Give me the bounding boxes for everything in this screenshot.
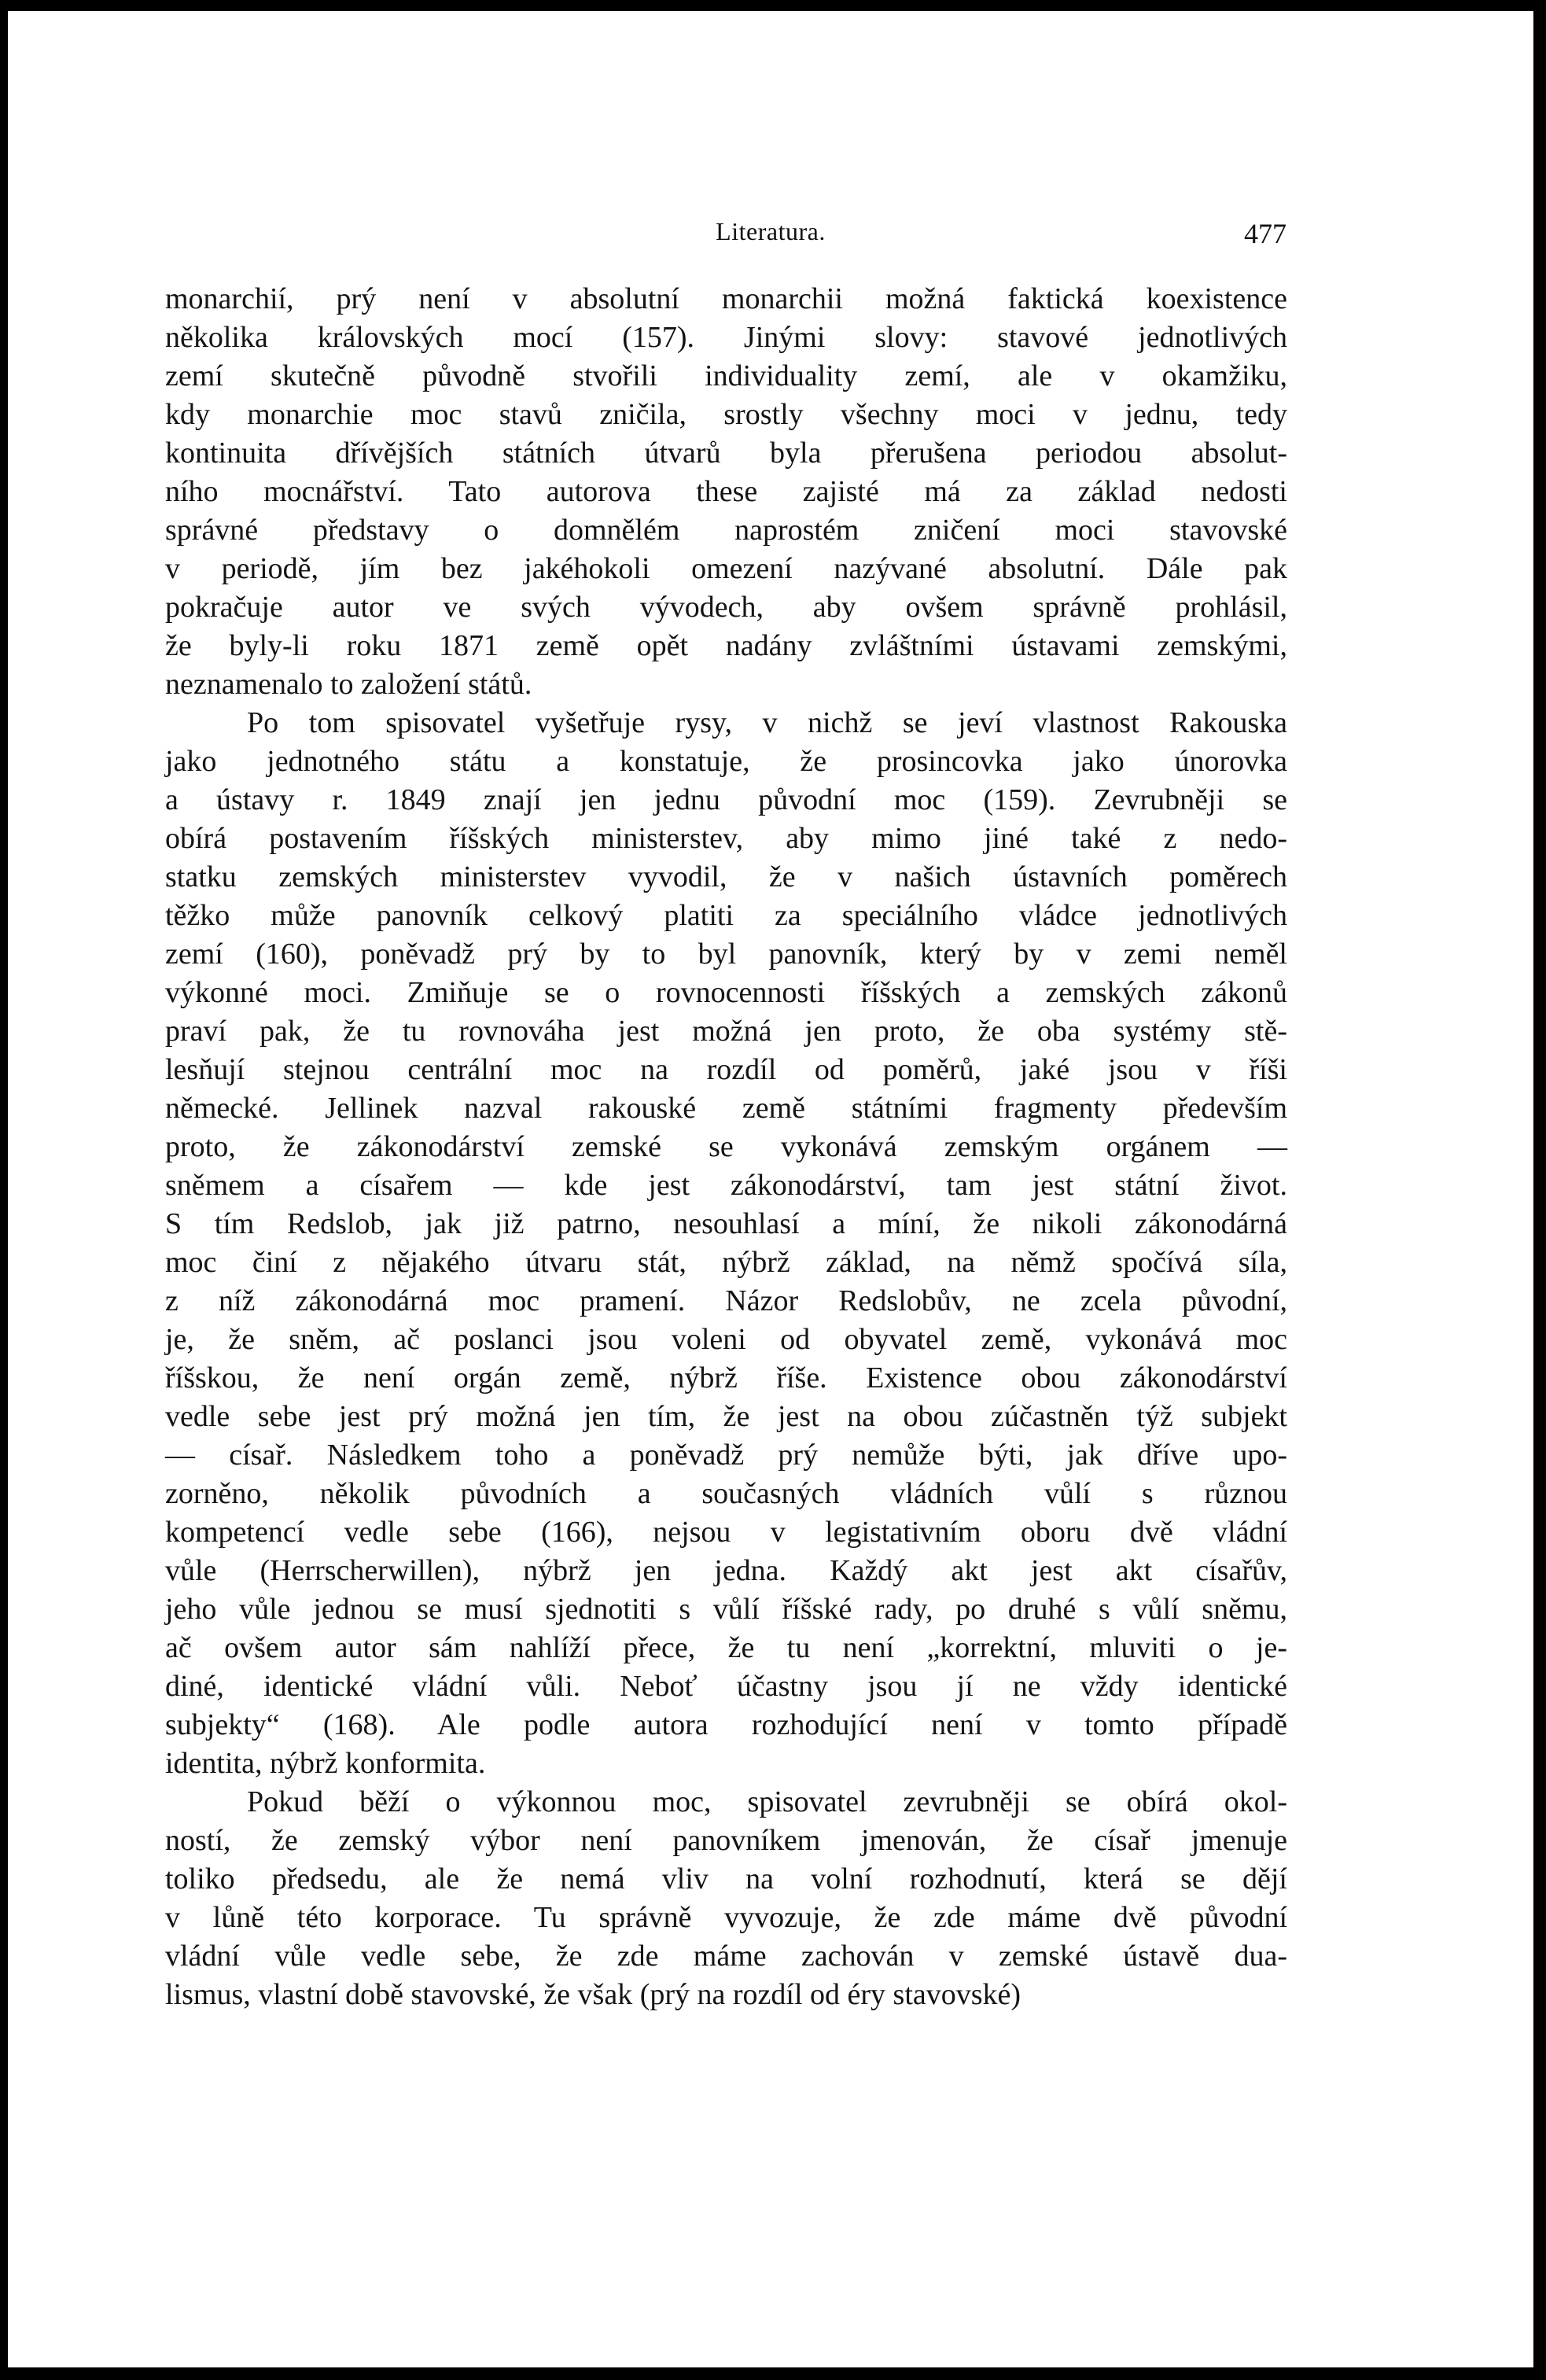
text-line: v lůně této korporace. Tu správně vyvozuje, že zde máme dvě původní [165, 1901, 1287, 1934]
text-line: zemí skutečně původně stvořili individuality zemí, ale v okamžiku, [165, 359, 1287, 392]
text-line: vládní vůle vedle sebe, že zde máme zachován v zemské ústavě dua- [165, 1940, 1287, 1973]
text-line: z níž zákonodárná moc pramení. Názor Redslobův, ne zcela původní, [165, 1284, 1287, 1317]
text-line: monarchií, prý není v absolutní monarchii možná faktická koexistence [165, 282, 1287, 315]
text-line: říšskou, že není orgán země, nýbrž říše. Existence obou zákonodárství [165, 1361, 1287, 1394]
text-line: ností, že zemský výbor není panovníkem jmenován, že císař jmenuje [165, 1824, 1287, 1857]
text-line: kontinuita dřívějších státních útvarů byla přerušena periodou absolut- [165, 437, 1287, 470]
text-line: lesňují stejnou centrální moc na rozdíl od poměrů, jaké jsou v říši [165, 1053, 1287, 1086]
text-line: S tím Redslob, jak již patrno, nesouhlasí a míní, že nikoli zákonodárná [165, 1207, 1287, 1240]
text-line: a ústavy r. 1849 znají jen jednu původní moc (159). Zevrubněji se [165, 783, 1287, 816]
text-line: je, že sněm, ač poslanci jsou voleni od obyvatel země, vykonává moc [165, 1323, 1287, 1356]
text-line: toliko předsedu, ale že nemá vliv na volní rozhodnutí, která se dějí [165, 1862, 1287, 1896]
text-line: zorněno, několik původních a současných vládních vůlí s různou [165, 1477, 1287, 1510]
text-line: neznamenalo to založení států. [165, 668, 532, 701]
text-line: ního mocnářství. Tato autorova these zajisté má za základ nedosti [165, 475, 1287, 508]
text-line: několika královských mocí (157). Jinými slovy: stavové jednotlivých [165, 321, 1287, 354]
text-line: Po tom spisovatel vyšetřuje rysy, v nichž se jeví vlastnost Rakouska [247, 706, 1287, 739]
book-page [8, 11, 1533, 2367]
text-line: v periodě, jím bez jakéhokoli omezení nazývané absolutní. Dále pak [165, 552, 1287, 585]
page-number: 477 [1244, 218, 1286, 249]
text-line: praví pak, že tu rovnováha jest možná jen proto, že oba systémy stě- [165, 1015, 1287, 1048]
running-head [8, 217, 1533, 255]
text-line: diné, identické vládní vůli. Neboť účastny jsou jí ne vždy identické [165, 1670, 1287, 1703]
text-line: kompetencí vedle sebe (166), nejsou v legistativním oboru dvě vládní [165, 1516, 1287, 1549]
text-line: vedle sebe jest prý možná jen tím, že jest na obou zúčastněn týž subjekt [165, 1400, 1287, 1433]
text-line: statku zemských ministerstev vyvodil, že v našich ústavních poměrech [165, 860, 1287, 893]
text-line: Pokud běží o výkonnou moc, spisovatel zevrubněji se obírá okol- [247, 1785, 1287, 1818]
text-line: moc činí z nějakého útvaru stát, nýbrž základ, na němž spočívá síla, [165, 1246, 1287, 1279]
text-line: jeho vůle jednou se musí sjednotiti s vůlí říšské rady, po druhé s vůlí sněmu, [165, 1593, 1287, 1626]
text-line: lismus, vlastní době stavovské, že však (prý na rozdíl od éry stavovské) [165, 1978, 1021, 2011]
text-line: obírá postavením říšských ministerstev, aby mimo jiné také z nedo- [165, 822, 1287, 855]
text-line: těžko může panovník celkový platiti za speciálního vládce jednotlivých [165, 899, 1287, 932]
text-line: jako jednotného státu a konstatuje, že prosincovka jako únorovka [165, 745, 1287, 778]
running-title: Literatura. [716, 217, 826, 245]
text-line: proto, že zákonodárství zemské se vykonává zemským orgánem — [165, 1130, 1287, 1163]
text-line: vůle (Herrscherwillen), nýbrž jen jedna. Každý akt jest akt císařův, [165, 1554, 1287, 1587]
text-line: identita, nýbrž konformita. [165, 1747, 486, 1780]
text-line: — císař. Následkem toho a poněvadž prý nemůže býti, jak dříve upo- [165, 1439, 1287, 1472]
paragraph [165, 280, 1287, 704]
text-line: výkonné moci. Zmiňuje se o rovnocennosti říšských a zemských zákonů [165, 976, 1287, 1009]
text-line: subjekty“ (168). Ale podle autora rozhodující není v tomto případě [165, 1708, 1287, 1741]
text-line: kdy monarchie moc stavů zničila, srostly všechny moci v jednu, tedy [165, 398, 1287, 431]
text-line: sněmem a císařem — kde jest zákonodárství, tam jest státní život. [165, 1169, 1287, 1202]
paragraph [165, 1783, 1287, 2014]
text-line: německé. Jellinek nazval rakouské země státními fragmenty především [165, 1092, 1287, 1125]
text-line: ač ovšem autor sám nahlíží přece, že tu není „korrektní, mluviti o je- [165, 1631, 1287, 1664]
body-text [165, 280, 1287, 2014]
text-line: že byly-li roku 1871 země opět nadány zvláštními ústavami zemskými, [165, 629, 1287, 662]
paragraph [165, 704, 1287, 1783]
text-line: zemí (160), poněvadž prý by to byl panovník, který by v zemi neměl [165, 938, 1287, 971]
text-line: pokračuje autor ve svých vývodech, aby ovšem správně prohlásil, [165, 591, 1287, 624]
text-line: správné představy o domnělém naprostém zničení moci stavovské [165, 514, 1287, 547]
